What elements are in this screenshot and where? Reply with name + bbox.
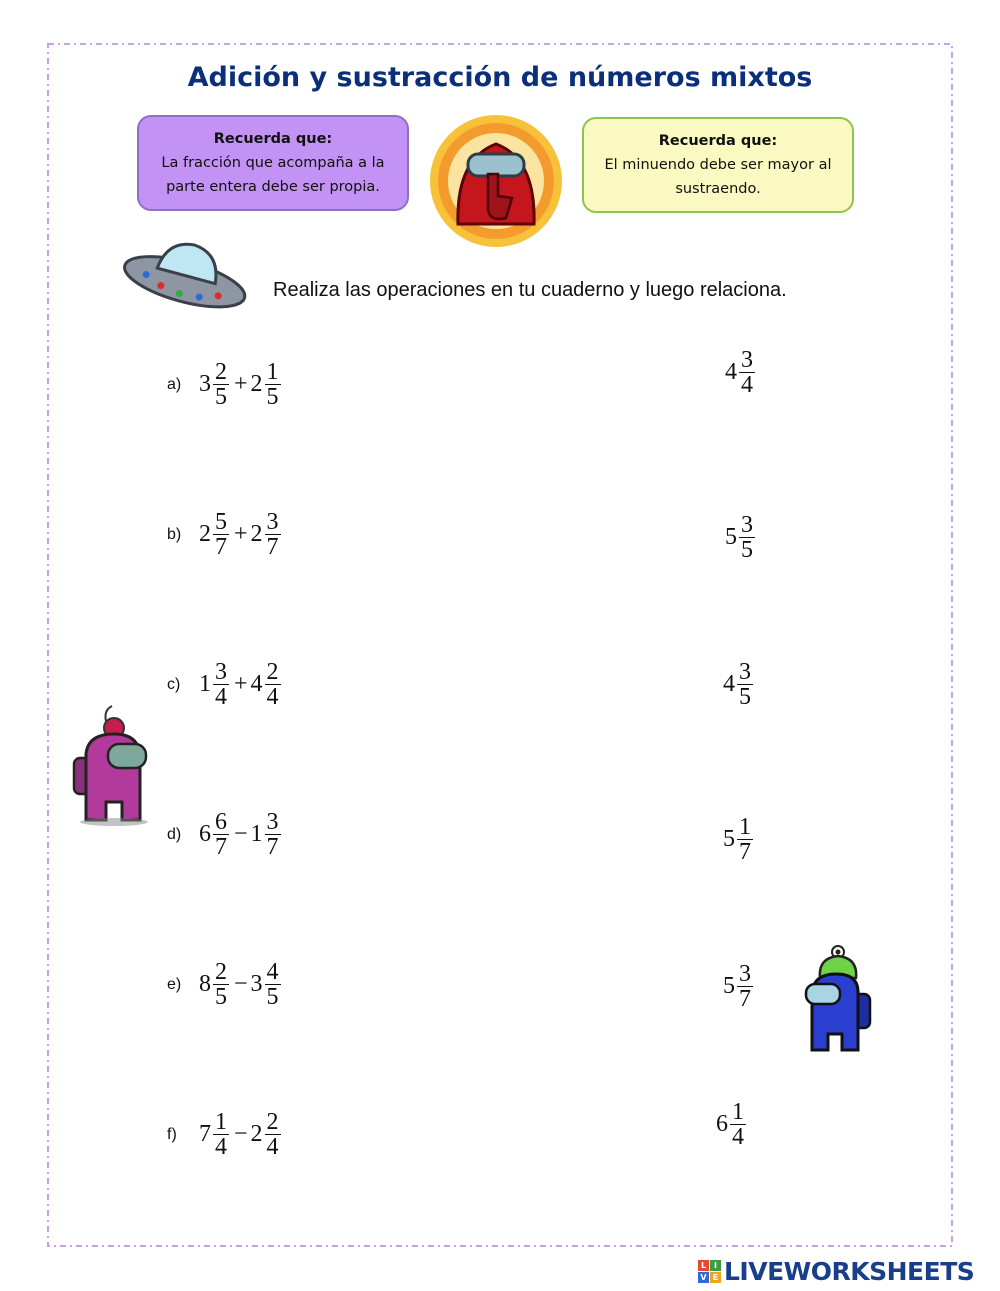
operator: − [234, 1121, 248, 1147]
numerator: 3 [739, 659, 751, 685]
whole-1: 8 [199, 971, 211, 997]
denominator: 4 [266, 1134, 279, 1160]
numerator: 1 [215, 1109, 227, 1135]
fraction-2 [265, 960, 281, 1009]
numerator: 4 [266, 959, 279, 985]
numerator: 2 [215, 359, 227, 385]
logo-letter: L [698, 1260, 709, 1271]
reminder-left-line1: La fracción que acompaña a la [161, 155, 385, 171]
whole-2: 2 [250, 371, 263, 397]
operator: + [234, 671, 248, 697]
whole-1: 7 [199, 1121, 211, 1147]
logo-letter: E [710, 1272, 721, 1283]
mixed-expression [199, 510, 283, 559]
denominator: 5 [215, 384, 227, 410]
logo-badge-icon [698, 1260, 721, 1283]
denominator: 5 [741, 537, 753, 563]
answer-whole: 5 [723, 826, 735, 852]
question-label: e) [167, 975, 182, 993]
numerator: 6 [215, 809, 227, 835]
question-label: f) [167, 1125, 177, 1143]
answer-fraction [730, 1100, 746, 1149]
operator: + [234, 371, 248, 397]
fraction-1 [213, 510, 229, 559]
answer-fraction [737, 962, 753, 1011]
blue-crewmate-icon [804, 942, 874, 1058]
whole-2: 3 [250, 971, 263, 997]
numerator: 1 [732, 1099, 744, 1125]
operator: − [234, 971, 248, 997]
mixed-expression [199, 360, 283, 409]
whole-1: 6 [199, 821, 211, 847]
numerator: 3 [215, 659, 227, 685]
liveworksheets-logo [698, 1257, 974, 1286]
question-a [167, 360, 283, 409]
denominator: 7 [266, 834, 279, 860]
denominator: 5 [215, 984, 227, 1010]
fraction-1 [213, 660, 229, 709]
numerator: 2 [266, 1109, 279, 1135]
denominator: 5 [266, 984, 279, 1010]
mixed-expression [199, 660, 283, 709]
numerator: 3 [266, 809, 279, 835]
answer-fraction [737, 660, 753, 709]
denominator: 5 [739, 684, 751, 710]
question-label: d) [167, 825, 182, 843]
question-label: a) [167, 375, 182, 393]
fraction-1 [213, 810, 229, 859]
numerator: 1 [266, 359, 279, 385]
question-label: c) [167, 675, 181, 693]
denominator: 4 [741, 372, 753, 398]
page-title: Adición y sustracción de números mixtos [187, 62, 813, 93]
answer-option[interactable] [716, 1100, 748, 1149]
answer-option[interactable] [723, 815, 755, 864]
answer-option[interactable] [725, 348, 757, 397]
reminder-right-line2: sustraendo. [675, 181, 761, 197]
reminder-box-left [137, 115, 409, 211]
question-b [167, 510, 283, 559]
denominator: 7 [739, 986, 751, 1012]
fraction-2 [265, 360, 281, 409]
whole-2: 4 [250, 671, 263, 697]
numerator: 1 [739, 814, 751, 840]
numerator: 2 [266, 659, 279, 685]
answer-fraction [737, 815, 753, 864]
denominator: 5 [266, 384, 279, 410]
crewmate-shush-badge [428, 114, 564, 248]
reminder-right-heading: Recuerda que: [658, 133, 778, 149]
operator: − [234, 821, 248, 847]
mixed-expression [199, 960, 283, 1009]
denominator: 4 [215, 684, 227, 710]
numerator: 2 [215, 959, 227, 985]
answer-whole: 5 [725, 524, 737, 550]
whole-1: 1 [199, 671, 211, 697]
mixed-expression [199, 1110, 283, 1159]
logo-text: LIVEWORKSHEETS [724, 1257, 975, 1286]
whole-2: 1 [250, 821, 263, 847]
numerator: 3 [739, 961, 751, 987]
fraction-2 [265, 1110, 281, 1159]
denominator: 7 [215, 834, 227, 860]
numerator: 3 [741, 512, 753, 538]
denominator: 4 [215, 1134, 227, 1160]
mixed-expression [199, 810, 283, 859]
reminder-left-line2: parte entera debe ser propia. [166, 179, 380, 195]
answer-whole: 4 [723, 671, 735, 697]
answer-option[interactable] [723, 962, 755, 1011]
whole-2: 2 [250, 1121, 263, 1147]
fraction-1 [213, 960, 229, 1009]
fraction-1 [213, 1110, 229, 1159]
answer-whole: 4 [725, 359, 737, 385]
question-e [167, 960, 283, 1009]
fraction-2 [265, 810, 281, 859]
operator: + [234, 521, 248, 547]
denominator: 7 [266, 534, 279, 560]
question-f [167, 1110, 283, 1159]
answer-fraction [739, 348, 755, 397]
fraction-2 [265, 510, 281, 559]
denominator: 4 [266, 684, 279, 710]
denominator: 7 [215, 534, 227, 560]
whole-1: 3 [199, 371, 211, 397]
answer-whole: 6 [716, 1111, 728, 1137]
reminder-left-heading: Recuerda que: [213, 131, 333, 147]
question-d [167, 810, 283, 859]
numerator: 3 [266, 509, 279, 535]
numerator: 3 [741, 347, 753, 373]
answer-fraction [739, 513, 755, 562]
pink-crewmate-icon [70, 702, 152, 828]
logo-letter: V [698, 1272, 709, 1283]
denominator: 4 [732, 1124, 744, 1150]
fraction-1 [213, 360, 229, 409]
reminder-right-line1: El minuendo debe ser mayor al [604, 157, 832, 173]
reminder-box-right [582, 117, 854, 213]
question-label: b) [167, 525, 182, 543]
logo-letter: I [710, 1260, 721, 1271]
instruction-text: Realiza las operaciones en tu cuaderno y luego relaciona. [273, 279, 787, 301]
ufo-icon [120, 230, 254, 316]
whole-1: 2 [199, 521, 211, 547]
answer-option[interactable] [723, 660, 755, 709]
fraction-2 [265, 660, 281, 709]
question-c [167, 660, 283, 709]
whole-2: 2 [250, 521, 263, 547]
answer-whole: 5 [723, 973, 735, 999]
denominator: 7 [739, 839, 751, 865]
answer-option[interactable] [725, 513, 757, 562]
numerator: 5 [215, 509, 227, 535]
